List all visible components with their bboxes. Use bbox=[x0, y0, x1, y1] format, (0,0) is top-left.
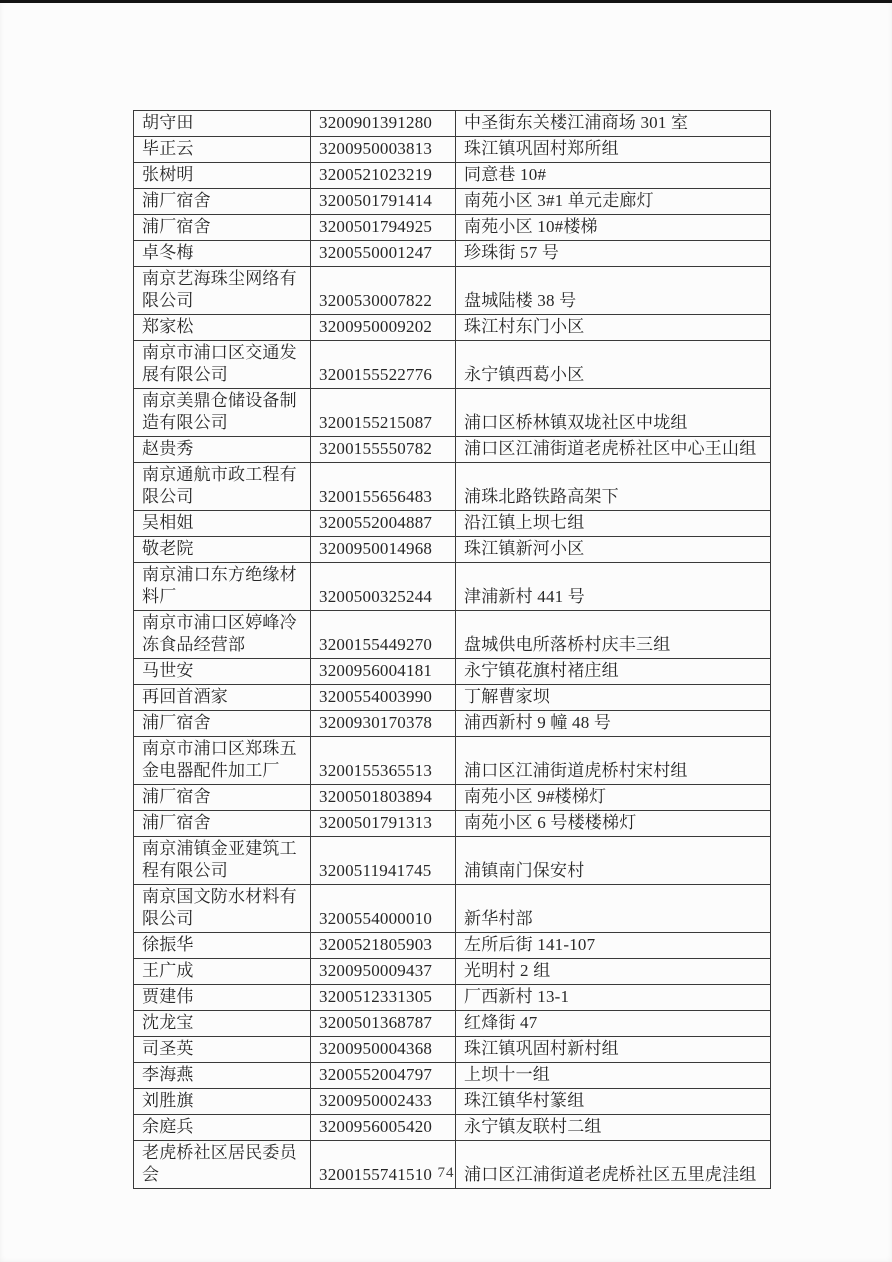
name-cell: 王广成 bbox=[134, 959, 311, 985]
code-cell: 3200155741510 bbox=[311, 1141, 456, 1189]
name-cell: 南京美鼎仓储设备制造有限公司 bbox=[134, 389, 311, 437]
code-cell: 3200501368787 bbox=[311, 1011, 456, 1037]
name-cell: 胡守田 bbox=[134, 111, 311, 137]
code-cell: 3200956005420 bbox=[311, 1115, 456, 1141]
name-cell: 老虎桥社区居民委员会 bbox=[134, 1141, 311, 1189]
code-cell: 3200552004797 bbox=[311, 1063, 456, 1089]
address-cell: 珠江村东门小区 bbox=[456, 315, 771, 341]
table-row bbox=[134, 933, 771, 959]
table-row bbox=[134, 215, 771, 241]
address-cell: 珠江镇华村篆组 bbox=[456, 1089, 771, 1115]
name-cell: 余庭兵 bbox=[134, 1115, 311, 1141]
address-cell: 浦口区江浦街道虎桥村宋村组 bbox=[456, 737, 771, 785]
address-cell: 南苑小区 9#楼梯灯 bbox=[456, 785, 771, 811]
code-cell: 3200501791313 bbox=[311, 811, 456, 837]
code-cell: 3200155656483 bbox=[311, 463, 456, 511]
address-cell: 沿江镇上坝七组 bbox=[456, 511, 771, 537]
code-cell: 3200901391280 bbox=[311, 111, 456, 137]
code-cell: 3200511941745 bbox=[311, 837, 456, 885]
code-cell: 3200554000010 bbox=[311, 885, 456, 933]
address-cell: 浦西新村 9 幢 48 号 bbox=[456, 711, 771, 737]
address-cell: 厂西新村 13-1 bbox=[456, 985, 771, 1011]
code-cell: 3200950014968 bbox=[311, 537, 456, 563]
table-row bbox=[134, 111, 771, 137]
address-cell: 浦口区江浦街道老虎桥社区中心王山组 bbox=[456, 437, 771, 463]
address-cell: 中圣街东关楼江浦商场 301 室 bbox=[456, 111, 771, 137]
table-row bbox=[134, 137, 771, 163]
table-row bbox=[134, 659, 771, 685]
code-cell: 3200950009202 bbox=[311, 315, 456, 341]
name-cell: 浦厂宿舍 bbox=[134, 189, 311, 215]
code-cell: 3200155449270 bbox=[311, 611, 456, 659]
code-cell: 3200950002433 bbox=[311, 1089, 456, 1115]
name-cell: 赵贵秀 bbox=[134, 437, 311, 463]
table-row bbox=[134, 1115, 771, 1141]
name-cell: 浦厂宿舍 bbox=[134, 711, 311, 737]
table-row bbox=[134, 315, 771, 341]
name-cell: 贾建伟 bbox=[134, 985, 311, 1011]
code-cell: 3200521805903 bbox=[311, 933, 456, 959]
code-cell: 3200501803894 bbox=[311, 785, 456, 811]
address-cell: 珠江镇新河小区 bbox=[456, 537, 771, 563]
scan-edge-rule bbox=[0, 0, 892, 3]
name-cell: 南京国文防水材料有限公司 bbox=[134, 885, 311, 933]
address-cell: 丁解曹家坝 bbox=[456, 685, 771, 711]
address-cell: 盘城陆楼 38 号 bbox=[456, 267, 771, 315]
table-row bbox=[134, 611, 771, 659]
page-number: 74 bbox=[437, 1165, 455, 1181]
name-cell: 张树明 bbox=[134, 163, 311, 189]
name-cell: 马世安 bbox=[134, 659, 311, 685]
address-cell: 浦口区江浦街道老虎桥社区五里虎洼组 bbox=[456, 1141, 771, 1189]
code-cell: 3200501791414 bbox=[311, 189, 456, 215]
records-table-body bbox=[134, 111, 771, 1189]
table-row bbox=[134, 437, 771, 463]
table-row bbox=[134, 1089, 771, 1115]
name-cell: 南京市浦口区交通发展有限公司 bbox=[134, 341, 311, 389]
name-cell: 浦厂宿舍 bbox=[134, 215, 311, 241]
name-cell: 徐振华 bbox=[134, 933, 311, 959]
address-cell: 红烽街 47 bbox=[456, 1011, 771, 1037]
table-row bbox=[134, 341, 771, 389]
name-cell: 郑家松 bbox=[134, 315, 311, 341]
address-cell: 津浦新村 441 号 bbox=[456, 563, 771, 611]
address-cell: 珠江镇巩固村郑所组 bbox=[456, 137, 771, 163]
address-cell: 上坝十一组 bbox=[456, 1063, 771, 1089]
name-cell: 南京浦口东方绝缘材料厂 bbox=[134, 563, 311, 611]
address-cell: 浦镇南门保安村 bbox=[456, 837, 771, 885]
table-row bbox=[134, 737, 771, 785]
code-cell: 3200155215087 bbox=[311, 389, 456, 437]
code-cell: 3200521023219 bbox=[311, 163, 456, 189]
address-cell: 浦口区桥林镇双垅社区中垅组 bbox=[456, 389, 771, 437]
code-cell: 3200552004887 bbox=[311, 511, 456, 537]
address-cell: 新华村部 bbox=[456, 885, 771, 933]
code-cell: 3200155365513 bbox=[311, 737, 456, 785]
address-cell: 珠江镇巩固村新村组 bbox=[456, 1037, 771, 1063]
name-cell: 司圣英 bbox=[134, 1037, 311, 1063]
name-cell: 南京艺海珠尘网络有限公司 bbox=[134, 267, 311, 315]
code-cell: 3200956004181 bbox=[311, 659, 456, 685]
table-row bbox=[134, 785, 771, 811]
records-table bbox=[133, 110, 771, 1189]
address-cell: 左所后街 141-107 bbox=[456, 933, 771, 959]
name-cell: 浦厂宿舍 bbox=[134, 811, 311, 837]
table-row bbox=[134, 389, 771, 437]
code-cell: 3200950003813 bbox=[311, 137, 456, 163]
table-row bbox=[134, 811, 771, 837]
name-cell: 南京浦镇金亚建筑工程有限公司 bbox=[134, 837, 311, 885]
code-cell: 3200500325244 bbox=[311, 563, 456, 611]
code-cell: 3200930170378 bbox=[311, 711, 456, 737]
address-cell: 同意巷 10# bbox=[456, 163, 771, 189]
address-cell: 南苑小区 10#楼梯 bbox=[456, 215, 771, 241]
table-row bbox=[134, 189, 771, 215]
address-cell: 南苑小区 3#1 单元走廊灯 bbox=[456, 189, 771, 215]
address-cell: 永宁镇西葛小区 bbox=[456, 341, 771, 389]
name-cell: 毕正云 bbox=[134, 137, 311, 163]
code-cell: 3200155550782 bbox=[311, 437, 456, 463]
table-row bbox=[134, 711, 771, 737]
name-cell: 刘胜旗 bbox=[134, 1089, 311, 1115]
code-cell: 3200155522776 bbox=[311, 341, 456, 389]
address-cell: 光明村 2 组 bbox=[456, 959, 771, 985]
name-cell: 卓冬梅 bbox=[134, 241, 311, 267]
name-cell: 南京通航市政工程有限公司 bbox=[134, 463, 311, 511]
table-row bbox=[134, 959, 771, 985]
address-cell: 永宁镇花旗村褚庄组 bbox=[456, 659, 771, 685]
table-row bbox=[134, 563, 771, 611]
address-cell: 盘城供电所落桥村庆丰三组 bbox=[456, 611, 771, 659]
address-cell: 南苑小区 6 号楼楼梯灯 bbox=[456, 811, 771, 837]
table-row bbox=[134, 685, 771, 711]
code-cell: 3200554003990 bbox=[311, 685, 456, 711]
table-row bbox=[134, 511, 771, 537]
address-cell: 永宁镇友联村二组 bbox=[456, 1115, 771, 1141]
name-cell: 南京市浦口区郑珠五金电器配件加工厂 bbox=[134, 737, 311, 785]
code-cell: 3200550001247 bbox=[311, 241, 456, 267]
code-cell: 3200950004368 bbox=[311, 1037, 456, 1063]
name-cell: 浦厂宿舍 bbox=[134, 785, 311, 811]
code-cell: 3200512331305 bbox=[311, 985, 456, 1011]
table-row bbox=[134, 1037, 771, 1063]
table-row bbox=[134, 1063, 771, 1089]
table-row bbox=[134, 241, 771, 267]
table-row bbox=[134, 885, 771, 933]
table-row bbox=[134, 163, 771, 189]
code-cell: 3200501794925 bbox=[311, 215, 456, 241]
name-cell: 敬老院 bbox=[134, 537, 311, 563]
table-row bbox=[134, 463, 771, 511]
name-cell: 吴相姐 bbox=[134, 511, 311, 537]
code-cell: 3200530007822 bbox=[311, 267, 456, 315]
table-row bbox=[134, 267, 771, 315]
table-row bbox=[134, 985, 771, 1011]
name-cell: 南京市浦口区婷峰冷冻食品经营部 bbox=[134, 611, 311, 659]
table-row bbox=[134, 537, 771, 563]
name-cell: 李海燕 bbox=[134, 1063, 311, 1089]
code-cell: 3200950009437 bbox=[311, 959, 456, 985]
name-cell: 再回首酒家 bbox=[134, 685, 311, 711]
address-cell: 珍珠街 57 号 bbox=[456, 241, 771, 267]
table-row bbox=[134, 837, 771, 885]
address-cell: 浦珠北路铁路高架下 bbox=[456, 463, 771, 511]
table-row bbox=[134, 1011, 771, 1037]
name-cell: 沈龙宝 bbox=[134, 1011, 311, 1037]
